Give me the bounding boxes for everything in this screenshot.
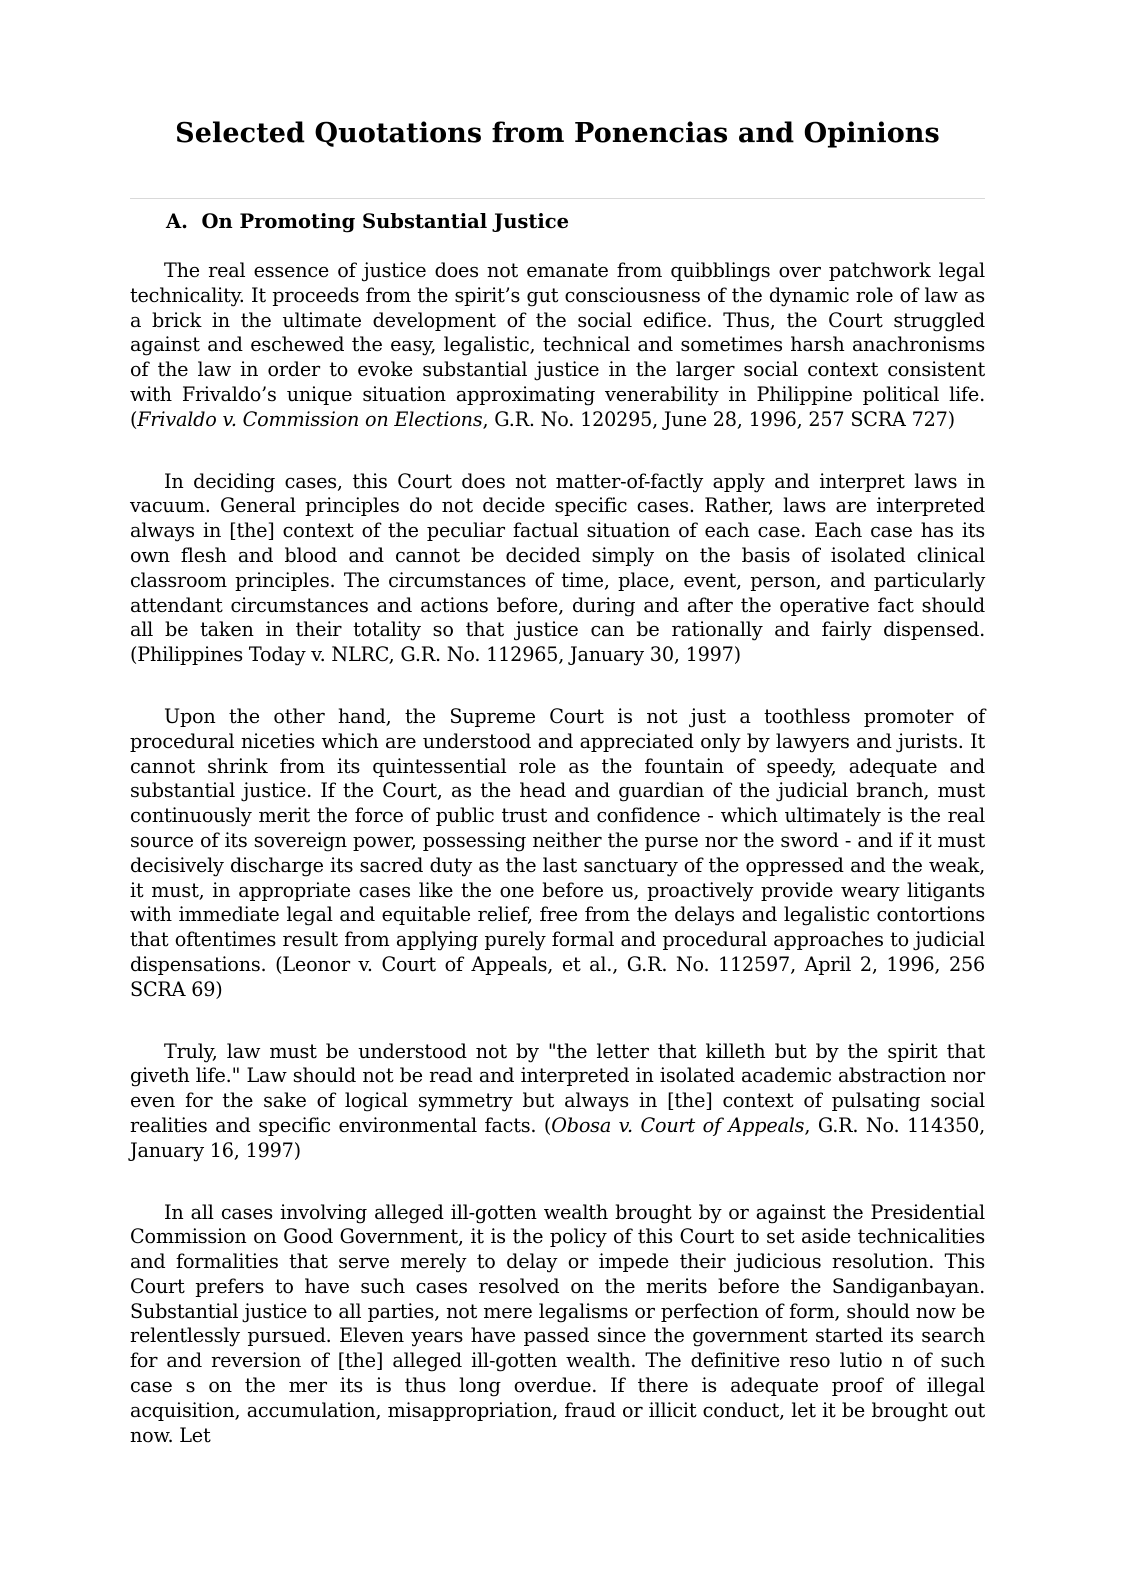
citation: (Leonor v. Court of Appeals, et al., G.R. No. 112597, April 2, 1996, 256 SCRA 69) <box>130 952 985 1001</box>
quote-text: Truly, law must be understood not by "the letter that killeth but by the spirit that giveth life." Law should not be read and interpreted in isolated academic abstraction nor even for the sake of logical symmetry but always in [the] context of pulsating social realities and specific environmental facts. <box>130 1039 985 1137</box>
citation-open: ( <box>130 407 138 431</box>
section-title: On Promoting Substantial Justice <box>201 210 570 233</box>
citation-case-name: Obosa v. Court of Appeals <box>551 1113 805 1137</box>
citation-case-name: Frivaldo v. Commission on Elections <box>137 407 483 431</box>
quote-paragraph-obosa <box>130 1040 985 1164</box>
quote-text: Upon the other hand, the Supreme Court is not just a toothless promoter of procedural niceties which are understood and appreciated only by lawyers and jurists. It cannot shrink from its quintessential role as the fountain of speedy, adequate and substantial justice. If the Court, as the head and guardian of the judicial branch, must continuously merit the force of public trust and confidence - which ultimately is the real source of its sovereign power, possessing neither the purse nor the sword - and if it must decisively discharge its sacred duty as the last sanctuary of the oppressed and the weak, it must, in appropriate cases like the one before us, proactively provide weary litigants with immediate legal and equitable relief, free from the delays and legalistic contortions that oftentimes result from applying purely formal and procedural approaches to judicial dispensations. <box>130 704 985 976</box>
quote-paragraph-frivaldo <box>130 259 985 433</box>
quote-text: In deciding cases, this Court does not matter-of-factly apply and interpret laws in vacuum. General principles do not decide specific cases. Rather, laws are interpreted always in [the] context of the peculiar factual situation of each case. Each case has its own flesh and blood and cannot be decided simply on the basis of isolated clinical classroom principles. The circumstances of time, place, event, person, and particularly attendant circumstances and actions before, during and after the operative fact should all be taken in their totality so that justice can be rationally and fairly dispensed. <box>130 469 985 642</box>
quote-text: In all cases involving alleged ill-gotten wealth brought by or against the Presidential Commission on Good Government, it is the policy of this Court to set aside technicalities and formalities that serve merely to delay or impede their judicious resolution. This Court prefers to have such cases resolved on the merits before the Sandiganbayan. Substantial justice to all parties, not mere legalisms or perfection of form, should now be relentlessly pursued. Eleven years have passed since the government started its search for and reversion of [the] alleged ill-gotten wealth. The definitive reso lutio n of such case s on the mer its is thus long overdue. If there is adequate proof of illegal acquisition, accumulation, misappropriation, fraud or illicit conduct, let it be brought out now. Let <box>130 1200 985 1447</box>
citation-details: , G.R. No. 114350, January 16, 1997) <box>130 1113 985 1162</box>
section-heading <box>166 207 985 237</box>
citation-open: ( <box>543 1113 552 1137</box>
quote-paragraph-philippines-today <box>130 470 985 668</box>
document-title: Selected Quotations from Ponencias and Opinions <box>175 118 940 149</box>
section-label: A. <box>166 210 188 233</box>
document-page <box>130 0 985 1448</box>
citation: (Philippines Today v. NLRC, G.R. No. 112965, January 30, 1997) <box>130 643 741 667</box>
quote-paragraph-leonor <box>130 705 985 1003</box>
citation-details: , G.R. No. 120295, June 28, 1996, 257 SCRA 727) <box>482 407 955 431</box>
title-divider <box>130 198 985 199</box>
quote-paragraph-pcgg <box>130 1201 985 1449</box>
quote-text: The real essence of justice does not emanate from quibblings over patchwork legal technicality. It proceeds from the spirit’s gut consciousness of the dynamic role of law as a brick in the ultimate development of the social edifice. Thus, the Court struggled against and eschewed the easy, legalistic, technical and sometimes harsh anachronisms of the law in order to evoke substantial justice in the larger social context consistent with Frivaldo’s unique situation approximating venerability in Philippine political life. <box>130 259 985 406</box>
